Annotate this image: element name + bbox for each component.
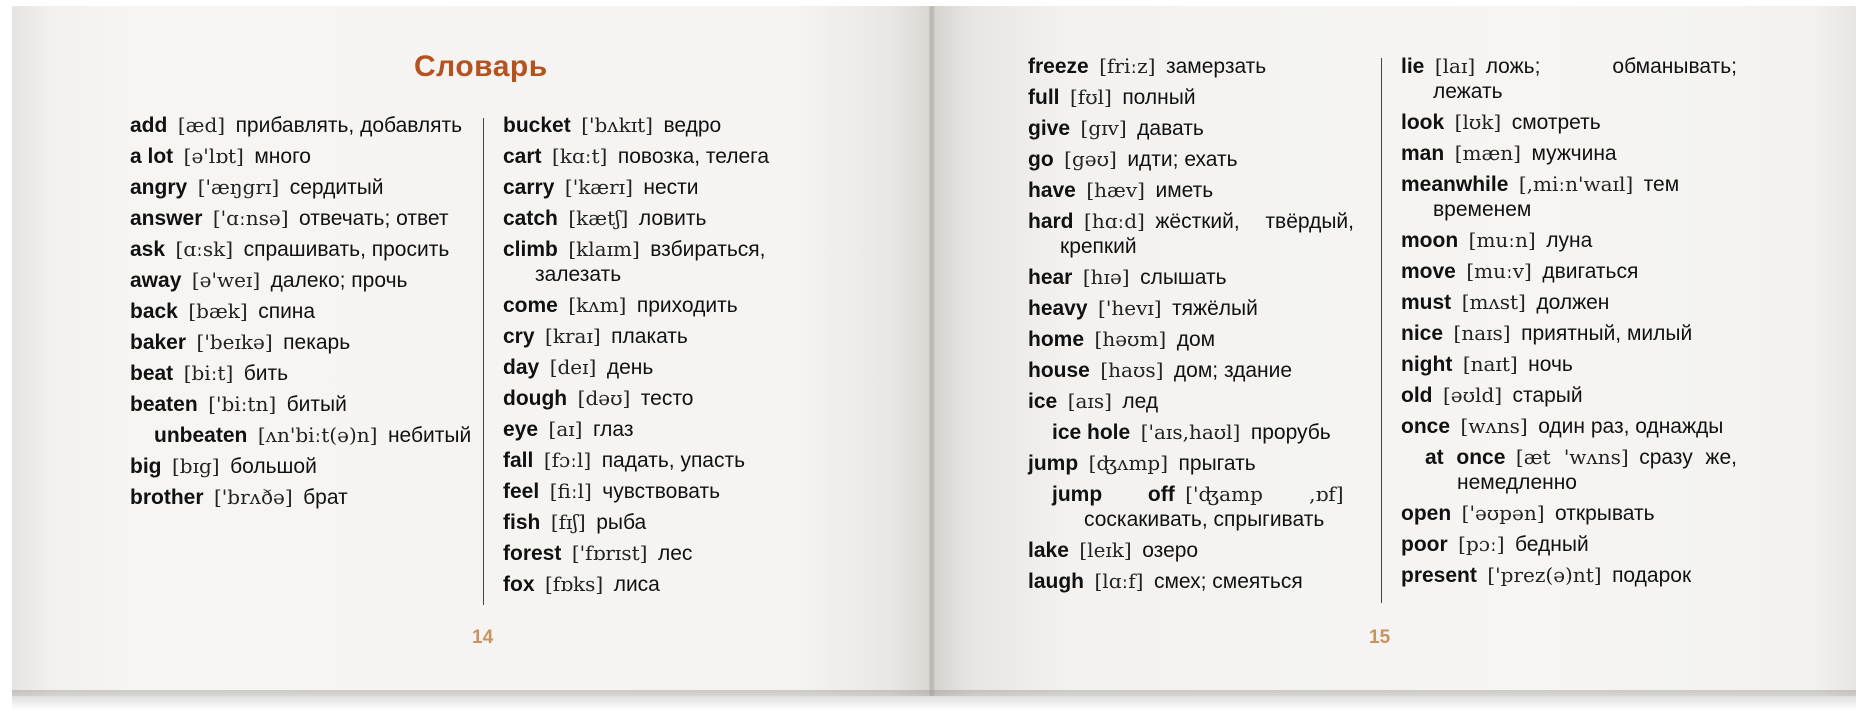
transcription: [ʤʌmp] (1088, 451, 1169, 475)
dictionary-entry (1401, 445, 1737, 495)
translation: луна (1546, 229, 1593, 252)
headword: day (503, 356, 540, 379)
translation: замерзать (1165, 55, 1267, 78)
transcription: ['aɪs,haʊl] (1140, 420, 1241, 444)
dictionary-entry (1028, 358, 1354, 383)
headword: heavy (1028, 297, 1088, 320)
dictionary-column-left-1 (130, 113, 475, 516)
headword: beat (130, 362, 174, 385)
transcription: [hɪə] (1082, 265, 1130, 289)
transcription: [naɪs] (1453, 321, 1511, 345)
headword: dough (503, 387, 568, 410)
dictionary-entry (1028, 178, 1354, 203)
dictionary-entry (130, 268, 475, 293)
dictionary-entry (503, 355, 848, 380)
transcription: [wʌns] (1460, 414, 1528, 438)
dictionary-entry (130, 237, 475, 262)
transcription: [hæv] (1086, 178, 1145, 202)
transcription: [həʊm] (1094, 327, 1167, 351)
transcription: ['prez(ə)nt] (1487, 563, 1602, 587)
column-divider (1381, 58, 1382, 603)
transcription: [naɪt] (1462, 352, 1518, 376)
headword: big (130, 455, 162, 478)
transcription: [æd] (177, 113, 226, 137)
translation: спрашивать, просить (243, 238, 450, 261)
translation: приходить (636, 294, 738, 317)
headword: move (1401, 260, 1456, 283)
dictionary-entry (1401, 141, 1737, 166)
headword: carry (503, 176, 555, 199)
transcription: ['ʤamp ,ɒf] (1185, 482, 1344, 506)
dictionary-column-right-1 (1028, 54, 1354, 600)
translation: подарок (1612, 564, 1692, 587)
transcription: [bɪg] (172, 454, 220, 478)
transcription: [fɪʃ] (550, 510, 586, 534)
translation: небитый (387, 424, 472, 447)
translation: плакать (611, 325, 688, 348)
headword: must (1401, 291, 1452, 314)
dictionary-entry (503, 113, 848, 138)
transcription: [gəʊ] (1064, 147, 1117, 171)
translation: сердитый (289, 176, 384, 199)
transcription: ['bʌkɪt] (581, 113, 653, 137)
transcription: [hɑːd] (1084, 209, 1145, 233)
dictionary-entry (1401, 228, 1737, 253)
transcription: [klaɪm] (568, 237, 640, 261)
translation: глаз (592, 418, 634, 441)
headword: jump (1028, 452, 1079, 475)
translation: мужчина (1531, 142, 1617, 165)
transcription: [haʊs] (1100, 358, 1164, 382)
translation: нести (643, 176, 699, 199)
headword: old (1401, 384, 1433, 407)
headword: laugh (1028, 570, 1084, 593)
dictionary-entry (503, 541, 848, 566)
transcription: [kætʃ] (568, 206, 629, 230)
dictionary-entry (1401, 383, 1737, 408)
headword: come (503, 294, 558, 317)
column-divider (483, 118, 484, 605)
dictionary-entry (503, 448, 848, 473)
dictionary-entry (503, 510, 848, 535)
dictionary-entry (1028, 538, 1354, 563)
headword: brother (130, 486, 204, 509)
transcription: [kʌm] (568, 293, 627, 317)
headword: fish (503, 511, 541, 534)
dictionary-entry (130, 206, 475, 231)
transcription: [bæk] (188, 299, 248, 323)
transcription: ['kærɪ] (564, 175, 633, 199)
headword: cart (503, 145, 542, 168)
translation: прорубь (1250, 421, 1331, 444)
translation: повозка, телега (617, 145, 770, 168)
translation: тяжёлый (1172, 297, 1258, 320)
dictionary-entry (1028, 569, 1354, 594)
headword: freeze (1028, 55, 1089, 78)
transcription: [fɒks] (545, 572, 604, 596)
translation: бить (243, 362, 289, 385)
dictionary-entry (1401, 290, 1737, 315)
headword: go (1028, 148, 1054, 171)
headword: give (1028, 117, 1071, 140)
headword: present (1401, 564, 1477, 587)
dictionary-entry (130, 144, 475, 169)
transcription: ['beɪkə] (196, 330, 273, 354)
dictionary-entry (503, 479, 848, 504)
dictionary-entry (1028, 116, 1354, 141)
dictionary-entry (1028, 147, 1354, 172)
dictionary-entry (1028, 420, 1354, 445)
headword: climb (503, 238, 558, 261)
dictionary-entry (1401, 352, 1737, 377)
translation: должен (1536, 291, 1610, 314)
headword: bucket (503, 114, 571, 137)
dictionary-entry (1028, 482, 1354, 532)
translation: прыгать (1178, 452, 1256, 475)
headword: full (1028, 86, 1060, 109)
dictionary-entry (503, 417, 848, 442)
translation: слышать (1140, 266, 1227, 289)
transcription: [ə'lɒt] (183, 144, 244, 168)
transcription: [,miːn'waɪl] (1518, 172, 1634, 196)
translation: озеро (1142, 539, 1199, 562)
translation: двигаться (1542, 260, 1639, 283)
transcription: [gɪv] (1080, 116, 1127, 140)
transcription: [aɪs] (1067, 389, 1112, 413)
translation: тесто (640, 387, 694, 410)
dictionary-entry (1028, 451, 1354, 476)
dictionary-entry (503, 206, 848, 231)
transcription: [biːt] (183, 361, 234, 385)
translation: рыба (596, 511, 647, 534)
dictionary-entry (1401, 54, 1737, 104)
headword: home (1028, 328, 1085, 351)
headword: hard (1028, 210, 1074, 233)
headword: moon (1401, 229, 1459, 252)
translation: лед (1122, 390, 1159, 413)
translation: один раз, однажды (1538, 415, 1724, 438)
dictionary-entry (1401, 110, 1737, 135)
translation: смех; смеяться (1153, 570, 1303, 593)
headword: unbeaten (154, 424, 248, 447)
dictionary-entry (1401, 259, 1737, 284)
dictionary-entry (503, 293, 848, 318)
headword: hear (1028, 266, 1073, 289)
headword: add (130, 114, 168, 137)
dictionary-entry (130, 485, 475, 510)
translation: пекарь (283, 331, 351, 354)
transcription: [ʌn'biːt(ə)n] (257, 423, 378, 447)
transcription: ['ɑːnsə] (212, 206, 289, 230)
transcription: [lɑːf] (1094, 569, 1144, 593)
headword: look (1401, 111, 1445, 134)
dictionary-entry (130, 423, 475, 448)
headword: night (1401, 353, 1453, 376)
book-gutter (929, 6, 935, 696)
headword: away (130, 269, 182, 292)
translation: полный (1122, 86, 1196, 109)
headword: back (130, 300, 178, 323)
translation: ложь; обманывать; лежать (1433, 55, 1737, 103)
transcription: [dəʊ] (577, 386, 631, 410)
transcription: [ɑːsk] (175, 237, 234, 261)
dictionary-column-right-2 (1401, 54, 1737, 594)
headword: have (1028, 179, 1076, 202)
transcription: [mæn] (1454, 141, 1521, 165)
transcription: [əʊld] (1443, 383, 1503, 407)
dictionary-entry (1028, 327, 1354, 352)
headword: once (1401, 415, 1451, 438)
dictionary-entry (1028, 209, 1354, 259)
dictionary-entry (1401, 563, 1737, 588)
dictionary-entry (130, 392, 475, 417)
translation: ночь (1528, 353, 1573, 376)
translation: взбираться, залезать (535, 238, 766, 286)
headword: ask (130, 238, 166, 261)
dictionary-entry (130, 299, 475, 324)
transcription: [kɑːt] (552, 144, 608, 168)
dictionary-entry (1401, 172, 1737, 222)
page-number-left: 14 (472, 627, 494, 648)
dictionary-entry (503, 324, 848, 349)
headword: fox (503, 573, 535, 596)
dictionary-entry (130, 113, 475, 138)
dictionary-entry (1028, 54, 1354, 79)
translation: битый (286, 393, 347, 416)
translation: идти; ехать (1127, 148, 1238, 171)
transcription: [kraɪ] (545, 324, 601, 348)
translation: сразу же, немедленно (1457, 446, 1737, 494)
transcription: [laɪ] (1434, 54, 1476, 78)
transcription: [æt 'wʌns] (1515, 445, 1629, 469)
dictionary-entry (1028, 389, 1354, 414)
headword: a lot (130, 145, 174, 168)
headword: beaten (130, 393, 198, 416)
headword: meanwhile (1401, 173, 1509, 196)
dictionary-entry (1401, 321, 1737, 346)
page-title: Словарь (414, 50, 548, 83)
headword: angry (130, 176, 188, 199)
transcription: [aɪ] (548, 417, 583, 441)
headword: cry (503, 325, 535, 348)
headword: feel (503, 480, 540, 503)
transcription: ['brʌðə] (214, 485, 293, 509)
transcription: [fʊl] (1070, 85, 1112, 109)
transcription: ['biːtn] (208, 392, 277, 416)
headword: man (1401, 142, 1445, 165)
headword: catch (503, 207, 558, 230)
transcription: [leɪk] (1079, 538, 1132, 562)
headword: ice (1028, 390, 1058, 413)
transcription: ['hevɪ] (1098, 296, 1162, 320)
dictionary-entry (503, 386, 848, 411)
translation: тем временем (1433, 173, 1680, 221)
transcription: ['æŋgrɪ] (197, 175, 280, 199)
translation: спина (258, 300, 316, 323)
translation: прибавлять, добавлять (235, 114, 463, 137)
headword: answer (130, 207, 203, 230)
headword: lake (1028, 539, 1069, 562)
transcription: [fɔːl] (543, 448, 592, 472)
headword: ice hole (1052, 421, 1131, 444)
headword: at once (1425, 446, 1506, 469)
translation: брат (303, 486, 348, 509)
dictionary-entry (1401, 501, 1737, 526)
dictionary-entry (130, 361, 475, 386)
dictionary-entry (503, 237, 848, 287)
page-number-right: 15 (1369, 627, 1391, 648)
translation: лиса (613, 573, 660, 596)
dictionary-entry (503, 175, 848, 200)
dictionary-entry (503, 572, 848, 597)
headword: fall (503, 449, 534, 472)
dictionary-column-left-2 (503, 113, 848, 603)
translation: бедный (1515, 533, 1589, 556)
translation: далеко; прочь (270, 269, 408, 292)
headword: jump off (1052, 483, 1175, 506)
headword: poor (1401, 533, 1448, 556)
transcription: [friːz] (1099, 54, 1156, 78)
dictionary-entry (130, 330, 475, 355)
translation: старый (1512, 384, 1583, 407)
dictionary-entry (130, 175, 475, 200)
headword: forest (503, 542, 562, 565)
translation: открывать (1555, 502, 1655, 525)
translation: дом (1176, 328, 1216, 351)
translation: ловить (638, 207, 707, 230)
dictionary-entry (1028, 296, 1354, 321)
translation: день (606, 356, 654, 379)
translation: смотреть (1511, 111, 1601, 134)
transcription: [mʌst] (1461, 290, 1526, 314)
transcription: [muːn] (1468, 228, 1536, 252)
translation: отвечать; ответ (299, 207, 449, 230)
translation: большой (230, 455, 317, 478)
translation: давать (1137, 117, 1204, 140)
transcription: [pɔː] (1458, 532, 1505, 556)
headword: nice (1401, 322, 1444, 345)
headword: eye (503, 418, 539, 441)
dictionary-entry (1028, 265, 1354, 290)
transcription: [muːv] (1466, 259, 1532, 283)
translation: иметь (1155, 179, 1214, 202)
translation: приятный, милый (1521, 322, 1693, 345)
headword: open (1401, 502, 1452, 525)
translation: падать, упасть (601, 449, 746, 472)
translation: жёсткий, твёрдый, крепкий (1060, 210, 1354, 258)
translation: чувствовать (602, 480, 721, 503)
transcription: [ə'weɪ] (191, 268, 261, 292)
transcription: [lʊk] (1454, 110, 1502, 134)
headword: baker (130, 331, 187, 354)
headword: house (1028, 359, 1090, 382)
transcription: ['əʊpən] (1461, 501, 1545, 525)
transcription: [deɪ] (549, 355, 597, 379)
dictionary-entry (1401, 532, 1737, 557)
page-shadow (12, 690, 1856, 710)
translation: много (254, 145, 311, 168)
dictionary-entry (130, 454, 475, 479)
translation: дом; здание (1173, 359, 1293, 382)
dictionary-entry (1028, 85, 1354, 110)
dictionary-entry (503, 144, 848, 169)
transcription: [fiːl] (549, 479, 592, 503)
translation: ведро (663, 114, 722, 137)
headword: lie (1401, 55, 1425, 78)
translation: лес (657, 542, 693, 565)
transcription: ['fɒrɪst] (571, 541, 648, 565)
dictionary-entry (1401, 414, 1737, 439)
translation: соскакивать, спрыгивать (1084, 508, 1325, 531)
